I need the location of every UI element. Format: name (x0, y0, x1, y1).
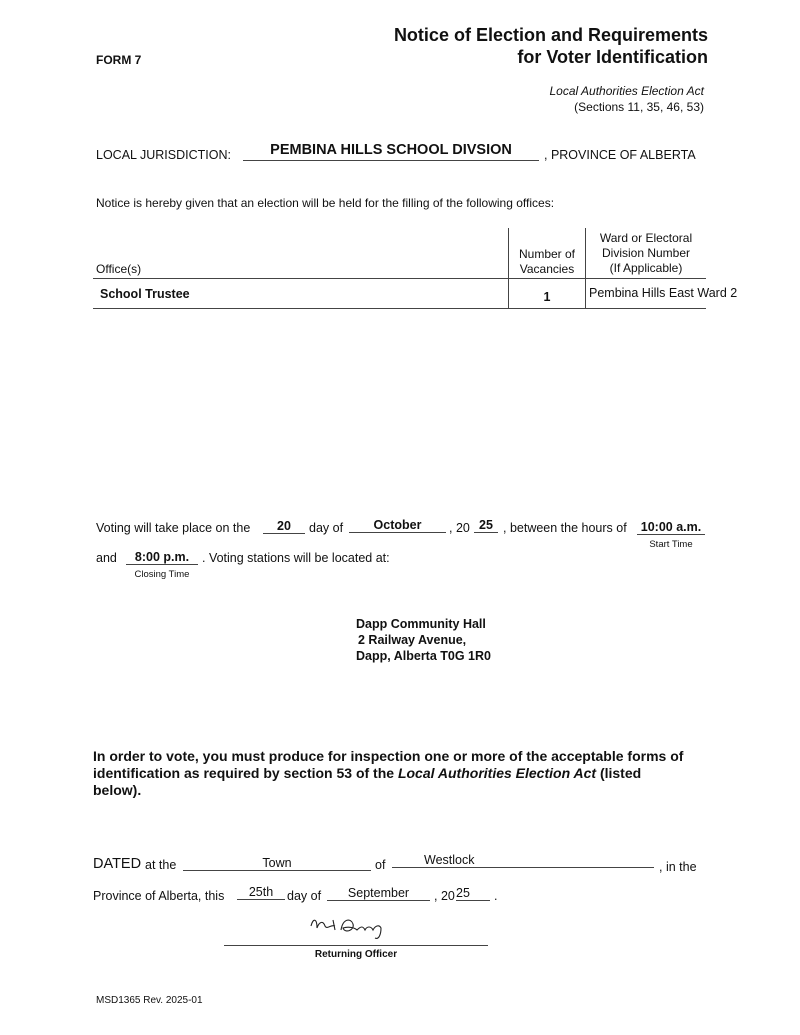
signature-caption: Returning Officer (314, 949, 398, 960)
signature-line (224, 945, 488, 946)
dated-of: of (375, 858, 386, 872)
voting-location (340, 616, 510, 664)
id-requirement-act: Local Authorities Election Act (397, 765, 597, 781)
document-title (308, 24, 708, 68)
dated-day-of: day of (287, 889, 322, 903)
table-row-office: School Trustee (100, 287, 190, 301)
table-bottom-rule (93, 308, 706, 309)
place-name-field[interactable] (392, 853, 654, 868)
header-vacancies-line1: Number of (518, 247, 576, 261)
location-line-2: 2 Railway Avenue, (358, 633, 467, 647)
header-ward-line3: (If Applicable) (609, 261, 683, 275)
header-ward-line2: Division Number (601, 246, 691, 260)
voting-day-of: day of (309, 521, 344, 535)
dated-day-field[interactable]: 25th (237, 885, 285, 900)
closing-time-caption: Closing Time (134, 569, 190, 580)
header-ward (586, 231, 706, 276)
province-this: Province of Alberta, this (93, 889, 225, 903)
act-name: Local Authorities Election Act (549, 84, 704, 98)
voting-month-field[interactable]: October (349, 518, 446, 533)
id-requirement-part1: In order to vote, you must produce for inspection one or more of the acceptable forms of identification as required by section 53 of the (93, 748, 684, 781)
header-offices: Office(s) (96, 262, 142, 276)
form-revision: MSD1365 Rev. 2025-01 (96, 995, 203, 1006)
place-name-value: Westlock (424, 853, 475, 867)
voting-day-field[interactable]: 20 (263, 519, 305, 534)
notice-text: Notice is hereby given that an election will be held for the filling of the following offices: (96, 196, 555, 210)
act-reference (404, 83, 704, 115)
id-requirement (93, 748, 693, 799)
start-time-caption: Start Time (649, 539, 693, 550)
table-row-vacancies: 1 (543, 290, 551, 304)
title-line-1: Notice of Election and Requirements (393, 25, 708, 45)
place-type-field[interactable]: Town (183, 856, 371, 871)
dated-year-prefix: , 20 (434, 889, 455, 903)
act-sections: (Sections 11, 35, 46, 53) (574, 100, 704, 114)
dated-year-field[interactable]: 25 (456, 886, 490, 901)
table-row-ward: Pembina Hills East Ward 2 (589, 286, 738, 300)
and-label: and (96, 551, 117, 565)
location-line-1: Dapp Community Hall (356, 617, 486, 631)
dated-at-the: at the (145, 858, 177, 872)
closing-time-field[interactable]: 8:00 p.m. (126, 550, 198, 565)
dated-month-field[interactable]: September (327, 886, 430, 901)
header-ward-line1: Ward or Electoral (599, 231, 693, 245)
table-header-rule (93, 278, 706, 279)
voting-year-field[interactable]: 25 (474, 518, 498, 533)
start-time-field[interactable]: 10:00 a.m. (637, 520, 705, 535)
jurisdiction-suffix: , PROVINCE OF ALBERTA (544, 148, 696, 162)
dated-in-the: , in the (659, 860, 697, 874)
header-vacancies-line2: Vacancies (519, 262, 575, 276)
voting-year-prefix: , 20 (449, 521, 470, 535)
title-line-2: for Voter Identification (517, 47, 708, 67)
id-requirement-part2: (listed below). (93, 765, 642, 798)
header-vacancies (509, 247, 585, 277)
location-line-3: Dapp, Alberta T0G 1R0 (356, 649, 491, 663)
voting-stations-text: . Voting stations will be located at: (202, 551, 390, 565)
jurisdiction-field[interactable]: PEMBINA HILLS SCHOOL DIVSION (243, 142, 539, 161)
jurisdiction-label: LOCAL JURISDICTION: (96, 148, 231, 162)
form-number: FORM 7 (96, 53, 142, 67)
dated-period: . (494, 889, 498, 903)
voting-between: , between the hours of (503, 521, 627, 535)
dated-label: DATED (93, 856, 142, 872)
voting-intro: Voting will take place on the (96, 521, 251, 535)
returning-officer-signature (305, 910, 395, 942)
